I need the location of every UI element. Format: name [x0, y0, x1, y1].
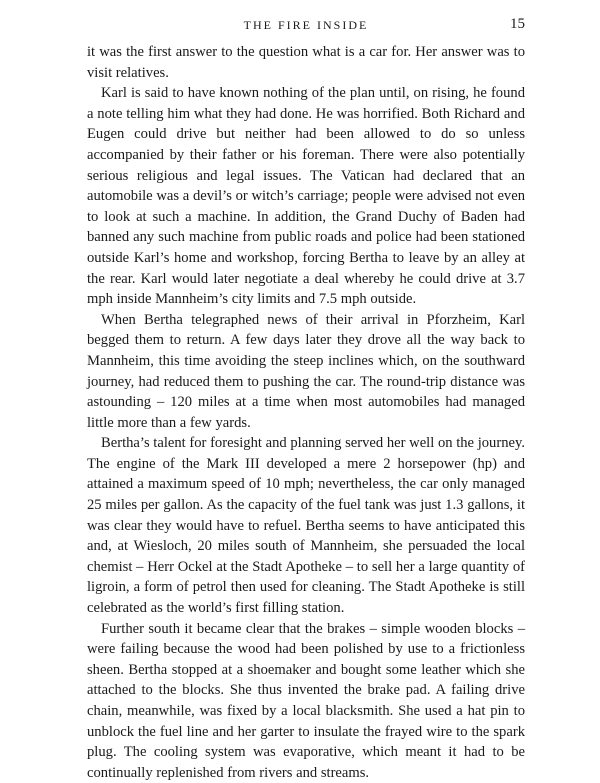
paragraph-karl-horrified: Karl is said to have known nothing of the plan until, on rising, he found a note telling him what they had done. He was horrified. Both Richard and Eugen could drive but neither had been allowed to do so unless accompanied by their father or his foreman. There were also potentially serious religious and legal issues. The Vatican had declared that an automobile was a devil’s or witch’s carriage; people were advised not even to look at such a machine. In addition, the Grand Duchy of Baden had banned any such machine from public roads and police had been stationed outside Karl’s home and workshop, forcing Bertha to leave by an alley at the rear. Karl would later negotiate a deal whereby he could drive at 3.7 mph inside Mannheim’s city limits and 7.5 mph outside. [87, 85, 525, 308]
page-number: 15 [510, 16, 525, 32]
book-page [87, 16, 525, 783]
paragraph-return-trip: When Bertha telegraphed news of their arrival in Pforzheim, Karl begged them to return. A few days later they drove all the way back to Mannheim, this time avoiding the steep inclines which, on the southward journey, had reduced them to pushing the car. The round-trip distance was astounding – 120 miles at a time when most automobiles had managed little more than a few yards. [87, 311, 525, 431]
running-head [87, 16, 525, 38]
paragraph-continuation: it was the first answer to the question what is a car for. Her answer was to visit relatives. [87, 44, 525, 81]
body-text [87, 42, 525, 783]
running-title: THE FIRE INSIDE [243, 18, 369, 32]
paragraph-refuel: Bertha’s talent for foresight and planning served her well on the journey. The engine of the Mark III developed a mere 2 horsepower (hp) and attained a maximum speed of 10 mph; nevertheless, the car only managed 25 miles per gallon. As the capacity of the fuel tank was just 1.3 gallons, it was clear they would have to refuel. Bertha seems to have anticipated this and, at Wiesloch, 20 miles south of Mannheim, she persuaded the local chemist – Herr Ockel at the Stadt Apotheke – to sell her a large quantity of ligroin, a form of petrol then used for cleaning. The Stadt Apotheke is still celebrated as the world’s first filling station. [87, 435, 525, 617]
paragraph-brakes: Further south it became clear that the brakes – simple wooden blocks – were failing because the wood had been polished by use to a frictionless sheen. Bertha stopped at a shoemaker and bought some leather which she attached to the blocks. She thus invented the brake pad. A failing drive chain, meanwhile, was fixed by a local blacksmith. She used a hat pin to unblock the fuel line and her garter to insulate the frayed wire to the spark plug. The cooling system was evaporative, which meant it had to be continually replenished from rivers and streams. [87, 620, 525, 781]
